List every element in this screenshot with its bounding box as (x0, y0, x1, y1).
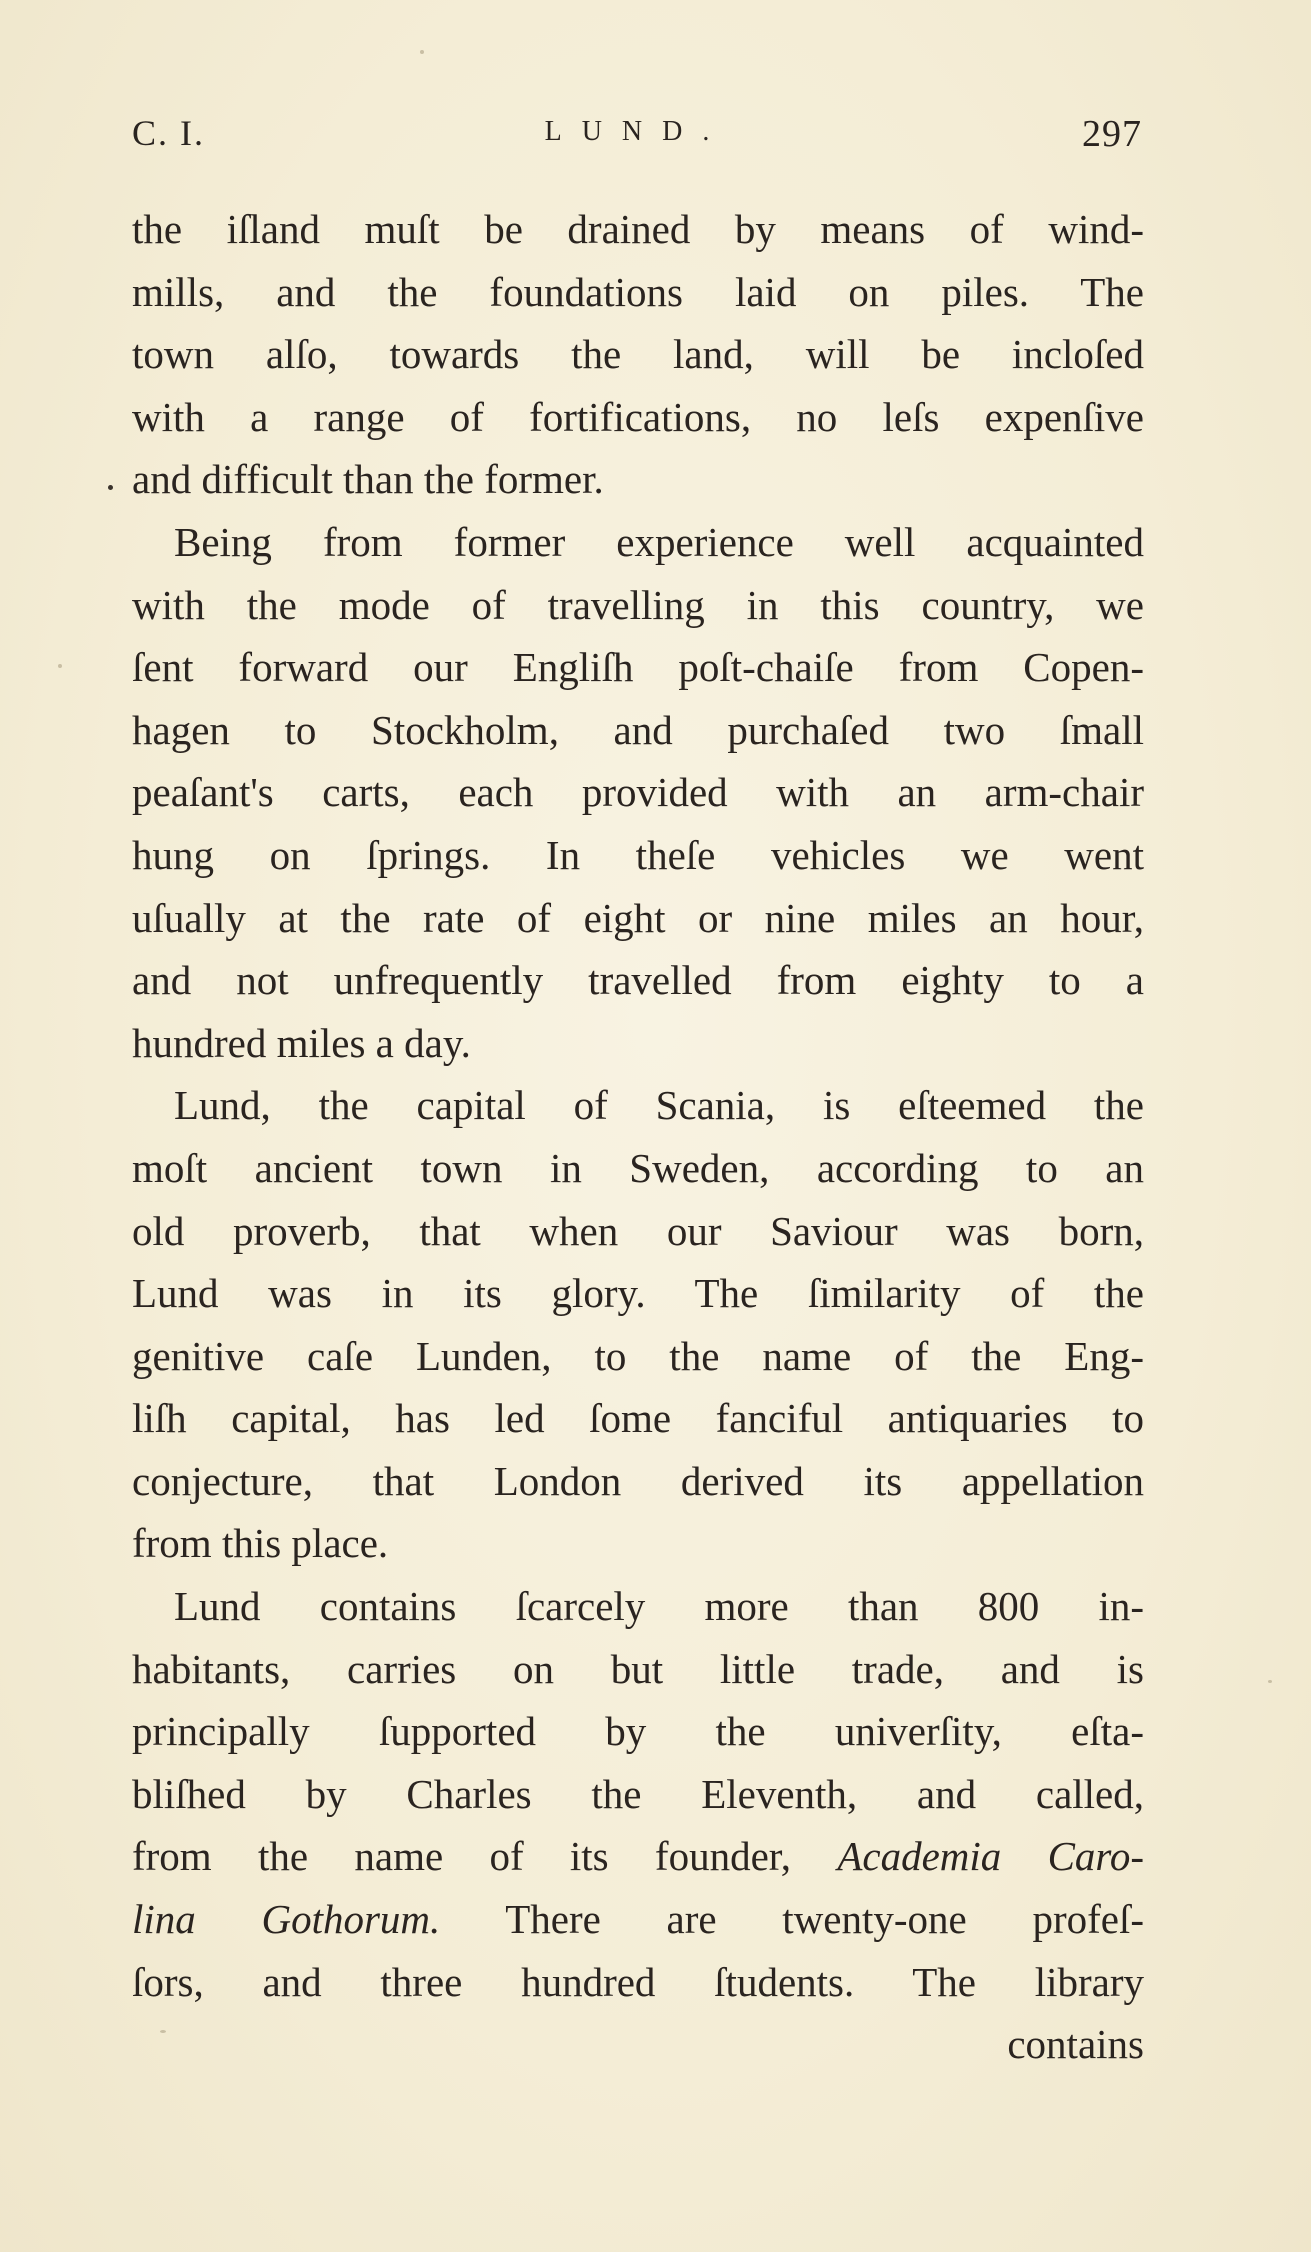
text-line: and difficult than the former. (132, 456, 604, 503)
speck (108, 485, 113, 490)
text-line-with-italic (132, 1825, 1144, 1888)
text-fragment: from the name of its founder, (132, 1833, 792, 1880)
text-line: ſors, and three hundred ſtudents. The library (132, 1958, 1144, 2005)
speck (58, 664, 62, 668)
paragraph-start-line: Lund contains ſcarcely more than 800 in- (174, 1583, 1144, 1630)
text-line: bliſhed by Charles the Eleventh, and called, (132, 1770, 1144, 1817)
paragraph-start-line: Lund, the capital of Scania, is eſteemed the (174, 1082, 1144, 1129)
text-line: uſually at the rate of eight or nine miles an hour, (132, 894, 1144, 941)
paragraph-start-line: Being from former experience well acquainted (174, 518, 1144, 565)
body-text (132, 198, 1144, 2076)
text-line: hung on ſprings. In theſe vehicles we went (132, 831, 1144, 878)
text-line-with-italic (132, 1888, 1144, 1951)
text-line: liſh capital, has led ſome fanciful antiquaries to (132, 1395, 1144, 1442)
text-line: old proverb, that when our Saviour was born, (132, 1207, 1144, 1254)
text-line: conjecture, that London derived its appellation (132, 1457, 1144, 1504)
text-line: ſent forward our Engliſh poſt-chaiſe from Copen- (132, 644, 1144, 691)
text-line: from this place. (132, 1520, 389, 1567)
page-number: 297 (1082, 113, 1142, 155)
italic-title: Academia Caro- (837, 1833, 1145, 1880)
text-line: town alſo, towards the land, will be incloſed (132, 331, 1144, 378)
text-line: hagen to Stockholm, and purchaſed two ſmall (132, 706, 1144, 753)
page-header (132, 112, 1142, 162)
text-fragment: There are twenty-one profeſ- (505, 1896, 1144, 1943)
speck (1268, 1680, 1272, 1683)
text-line: habitants, carries on but little trade, and is (132, 1645, 1144, 1692)
italic-title: lina Gothorum. (132, 1896, 441, 1943)
speck (160, 2030, 166, 2033)
text-line: principally ſupported by the univerſity, eſta- (132, 1708, 1144, 1755)
text-line: hundred miles a day. (132, 1019, 471, 1066)
catchword: contains (1007, 2021, 1144, 2068)
running-title: LUND. (544, 116, 730, 147)
speck (420, 50, 424, 54)
text-line: Lund was in its glory. The ſimilarity of the (132, 1270, 1144, 1317)
text-line: and not unfrequently travelled from eighty to a (132, 957, 1144, 1004)
chapter-section-mark: C. I. (132, 113, 205, 153)
text-line: the iſland muſt be drained by means of wind- (132, 206, 1144, 252)
text-line: peaſant's carts, each provided with an arm-chair (132, 769, 1144, 816)
text-line: with the mode of travelling in this country, we (132, 581, 1144, 628)
text-line: mills, and the foundations laid on piles. The (132, 268, 1144, 315)
text-line: moſt ancient town in Sweden, according to an (132, 1144, 1144, 1191)
text-line: genitive caſe Lunden, to the name of the Eng- (132, 1332, 1144, 1379)
text-line: with a range of fortifications, no leſs expenſive (132, 393, 1144, 440)
